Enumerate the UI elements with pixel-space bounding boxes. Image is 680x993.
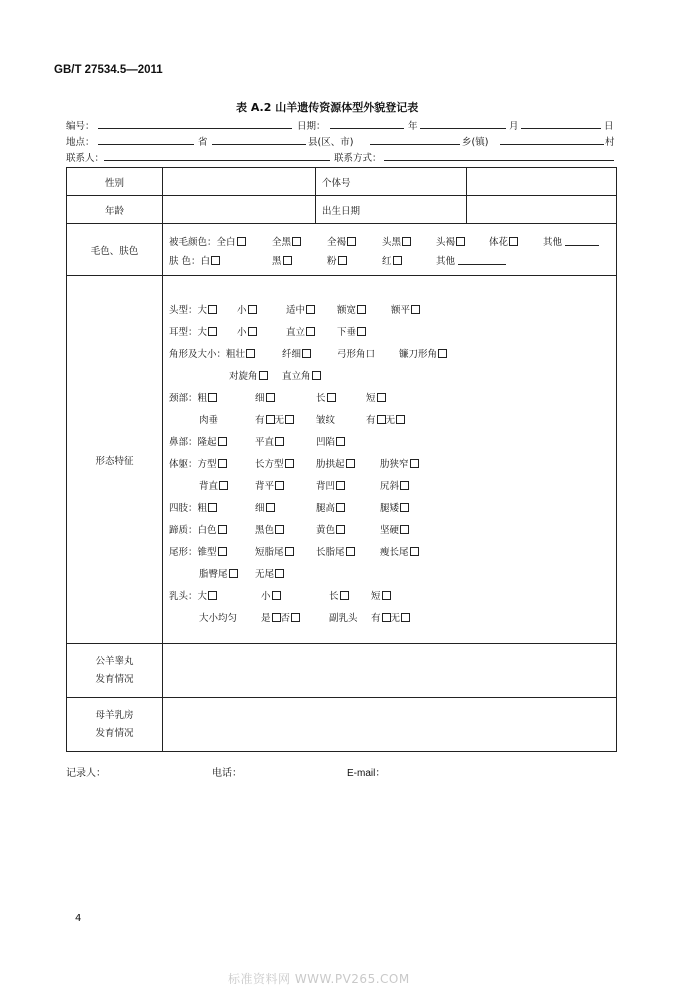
checkbox[interactable] bbox=[218, 437, 227, 446]
recorder-label: 记录人： bbox=[66, 768, 106, 779]
option-label: 白 bbox=[200, 255, 211, 267]
option-label: 有 bbox=[255, 414, 265, 426]
option-label: 四肢： bbox=[169, 502, 198, 514]
coat-skin-cell bbox=[163, 224, 617, 276]
checkbox[interactable] bbox=[396, 415, 405, 424]
checkbox[interactable] bbox=[218, 525, 227, 534]
option-label: 凹陷 bbox=[316, 436, 336, 448]
page-number: 4 bbox=[75, 913, 82, 924]
option-label: 肋狭窄 bbox=[380, 458, 409, 470]
ewe-udder-value[interactable] bbox=[163, 698, 617, 752]
table-title: 表 A.2 山羊遗传资源体型外貌登记表 bbox=[236, 101, 419, 114]
option-label: 短 bbox=[366, 392, 376, 404]
id-number-label: 个体号 bbox=[316, 168, 467, 196]
option-label: 坚硬 bbox=[380, 524, 400, 536]
option-label: 尻斜 bbox=[380, 480, 400, 492]
option-label: 尾形： bbox=[169, 546, 198, 558]
option-label: 粗 bbox=[197, 502, 208, 514]
village-field[interactable] bbox=[500, 144, 604, 145]
checkbox[interactable] bbox=[229, 569, 238, 578]
option-label: 头型： bbox=[169, 304, 198, 316]
checkbox[interactable] bbox=[400, 525, 409, 534]
sex-label: 性别 bbox=[67, 168, 163, 196]
checkbox[interactable] bbox=[400, 503, 409, 512]
year-label: 年 bbox=[408, 121, 418, 132]
day-label: 日 bbox=[604, 121, 614, 132]
checkbox[interactable] bbox=[336, 437, 345, 446]
option-label: 黑色 bbox=[255, 524, 275, 536]
contact-method-field[interactable] bbox=[384, 160, 614, 161]
date-label: 日期： bbox=[297, 121, 326, 132]
province-label: 省 bbox=[198, 137, 208, 148]
checkbox[interactable] bbox=[285, 459, 294, 468]
checkbox[interactable] bbox=[211, 256, 220, 265]
registration-table bbox=[66, 167, 617, 752]
coat-other-field[interactable] bbox=[565, 237, 599, 246]
option-label: 被毛颜色： bbox=[169, 236, 217, 248]
ram-testis-value[interactable] bbox=[163, 644, 617, 698]
checkbox[interactable] bbox=[346, 459, 355, 468]
option-label: 大小均匀 bbox=[199, 612, 238, 624]
option-label: 瘦长尾 bbox=[380, 546, 409, 558]
watermark: 标准资料网 WWW.PV265.COM bbox=[228, 972, 410, 986]
month-field[interactable] bbox=[420, 128, 506, 129]
checkbox[interactable] bbox=[357, 305, 366, 314]
option-label: 短 bbox=[371, 590, 381, 602]
contact-person-field[interactable] bbox=[104, 160, 330, 161]
checkbox[interactable] bbox=[338, 256, 347, 265]
option-label: 腿矮 bbox=[380, 502, 400, 514]
option-label: 无尾 bbox=[255, 568, 275, 580]
option-label: 大 bbox=[197, 326, 208, 338]
option-label: 无 bbox=[390, 612, 401, 624]
checkbox[interactable] bbox=[266, 503, 275, 512]
option-label: 母羊乳房 bbox=[95, 709, 134, 721]
option-label: 皱纹 bbox=[316, 414, 336, 426]
age-label: 年龄 bbox=[67, 196, 163, 224]
option-label: 无 bbox=[274, 414, 285, 426]
option-label: 小 bbox=[237, 304, 247, 316]
option-label: 适中 bbox=[286, 304, 306, 316]
option-label: 肋拱起 bbox=[316, 458, 345, 470]
option-label: 黑 bbox=[272, 255, 282, 267]
option-label: 颈部： bbox=[169, 392, 198, 404]
ram-testis-label bbox=[67, 644, 163, 698]
option-label: 全褐 bbox=[327, 236, 347, 248]
checkbox[interactable] bbox=[410, 547, 419, 556]
option-label: 对旋角 bbox=[229, 370, 258, 382]
option-label: 其他 bbox=[436, 255, 456, 267]
option-label: 弓形角口 bbox=[337, 348, 376, 360]
morphology-cell bbox=[163, 276, 617, 644]
option-label: 粗壮 bbox=[226, 348, 246, 360]
option-label: 是 bbox=[261, 612, 271, 624]
checkbox[interactable] bbox=[248, 305, 257, 314]
checkbox[interactable] bbox=[208, 305, 217, 314]
checkbox[interactable] bbox=[237, 237, 246, 246]
checkbox[interactable] bbox=[248, 327, 257, 336]
place-label: 地点： bbox=[66, 137, 95, 148]
option-label: 背直 bbox=[199, 480, 219, 492]
serial-label: 编号： bbox=[66, 121, 95, 132]
checkbox[interactable] bbox=[266, 415, 275, 424]
day-field[interactable] bbox=[521, 128, 601, 129]
option-label: 隆起 bbox=[197, 436, 217, 448]
option-label: 大 bbox=[197, 590, 208, 602]
standard-code: GB/T 27534.5—2011 bbox=[54, 64, 163, 76]
option-label: 大 bbox=[197, 304, 208, 316]
option-label: 头褐 bbox=[436, 236, 456, 248]
checkbox[interactable] bbox=[382, 613, 391, 622]
option-label: 肉垂 bbox=[199, 414, 219, 426]
checkbox[interactable] bbox=[283, 256, 292, 265]
checkbox[interactable] bbox=[208, 591, 217, 600]
skin-color-row bbox=[169, 253, 220, 267]
option-label: 体花 bbox=[489, 236, 509, 248]
option-label: 细 bbox=[255, 392, 265, 404]
option-label: 发育情况 bbox=[95, 727, 134, 739]
option-label: 角形及大小： bbox=[169, 348, 227, 360]
checkbox[interactable] bbox=[382, 591, 391, 600]
checkbox[interactable] bbox=[336, 503, 345, 512]
checkbox[interactable] bbox=[291, 613, 300, 622]
email-label: E-mail： bbox=[347, 768, 386, 779]
checkbox[interactable] bbox=[275, 437, 284, 446]
option-label: 长 bbox=[316, 392, 326, 404]
contact-person-label: 联系人： bbox=[66, 153, 105, 164]
checkbox[interactable] bbox=[285, 415, 294, 424]
sex-value[interactable] bbox=[163, 168, 316, 196]
serial-field[interactable] bbox=[98, 128, 292, 129]
contact-method-label: 联系方式： bbox=[334, 153, 382, 164]
coat-color-row bbox=[169, 234, 246, 248]
birth-date-label: 出生日期 bbox=[316, 196, 467, 224]
checkbox[interactable] bbox=[218, 459, 227, 468]
checkbox[interactable] bbox=[302, 349, 311, 358]
option-label: 背凹 bbox=[316, 480, 336, 492]
option-label: 发育情况 bbox=[95, 673, 134, 685]
option-label: 方型 bbox=[197, 458, 217, 470]
id-number-value[interactable] bbox=[467, 168, 617, 196]
checkbox[interactable] bbox=[292, 237, 301, 246]
option-label: 下垂 bbox=[337, 326, 357, 338]
option-label: 其他 bbox=[543, 236, 563, 248]
age-value[interactable] bbox=[163, 196, 316, 224]
skin-other-field[interactable] bbox=[458, 256, 506, 265]
option-label: 有 bbox=[366, 414, 376, 426]
ewe-udder-label bbox=[67, 698, 163, 752]
month-label: 月 bbox=[509, 121, 519, 132]
checkbox[interactable] bbox=[246, 349, 255, 358]
checkbox[interactable] bbox=[272, 613, 281, 622]
checkbox[interactable] bbox=[306, 327, 315, 336]
checkbox[interactable] bbox=[336, 481, 345, 490]
checkbox[interactable] bbox=[272, 591, 281, 600]
option-label: 直立角 bbox=[282, 370, 311, 382]
option-label: 额平 bbox=[391, 304, 411, 316]
checkbox[interactable] bbox=[275, 569, 284, 578]
checkbox[interactable] bbox=[357, 327, 366, 336]
checkbox[interactable] bbox=[377, 415, 386, 424]
option-label: 锥型 bbox=[197, 546, 217, 558]
checkbox[interactable] bbox=[438, 349, 447, 358]
option-label: 肤 色： bbox=[169, 255, 201, 267]
checkbox[interactable] bbox=[208, 503, 217, 512]
option-label: 脂臀尾 bbox=[199, 568, 228, 580]
county-label: 县(区、市) bbox=[308, 137, 354, 148]
option-label: 公羊睾丸 bbox=[95, 655, 134, 667]
checkbox[interactable] bbox=[401, 613, 410, 622]
checkbox[interactable] bbox=[208, 327, 217, 336]
township-label: 乡(镇) bbox=[462, 137, 489, 148]
village-label: 村 bbox=[605, 137, 615, 148]
checkbox[interactable] bbox=[400, 481, 409, 490]
checkbox[interactable] bbox=[410, 459, 419, 468]
option-label: 小 bbox=[237, 326, 247, 338]
checkbox[interactable] bbox=[208, 393, 217, 402]
option-label: 蹄质： bbox=[169, 524, 198, 536]
option-label: 细 bbox=[255, 502, 265, 514]
checkbox[interactable] bbox=[347, 237, 356, 246]
option-label: 鼻部： bbox=[169, 436, 198, 448]
option-label: 粉 bbox=[327, 255, 337, 267]
checkbox[interactable] bbox=[275, 481, 284, 490]
checkbox[interactable] bbox=[285, 547, 294, 556]
checkbox[interactable] bbox=[393, 256, 402, 265]
option-label: 头黑 bbox=[382, 236, 402, 248]
checkbox[interactable] bbox=[402, 237, 411, 246]
option-label: 平直 bbox=[255, 436, 275, 448]
option-label: 额宽 bbox=[337, 304, 357, 316]
option-label: 纤细 bbox=[282, 348, 302, 360]
option-label: 红 bbox=[382, 255, 392, 267]
option-label: 短脂尾 bbox=[255, 546, 284, 558]
option-label: 黄色 bbox=[316, 524, 336, 536]
phone-label: 电话： bbox=[212, 768, 242, 779]
option-label: 否 bbox=[280, 612, 291, 624]
option-label: 副乳头 bbox=[329, 612, 358, 624]
coat-skin-label: 毛色、肤色 bbox=[67, 224, 163, 276]
option-label: 长方型 bbox=[255, 458, 284, 470]
option-label: 耳型： bbox=[169, 326, 198, 338]
birth-date-value[interactable] bbox=[467, 196, 617, 224]
checkbox[interactable] bbox=[340, 591, 349, 600]
checkbox[interactable] bbox=[346, 547, 355, 556]
option-label: 无 bbox=[385, 414, 396, 426]
option-label: 镰刀形角 bbox=[399, 348, 438, 360]
checkbox[interactable] bbox=[266, 393, 275, 402]
option-label: 体躯： bbox=[169, 458, 198, 470]
checkbox[interactable] bbox=[377, 393, 386, 402]
option-label: 腿高 bbox=[316, 502, 336, 514]
checkbox[interactable] bbox=[456, 237, 465, 246]
option-label: 直立 bbox=[286, 326, 306, 338]
checkbox[interactable] bbox=[336, 525, 345, 534]
option-label: 全黑 bbox=[272, 236, 292, 248]
checkbox[interactable] bbox=[327, 393, 336, 402]
checkbox[interactable] bbox=[275, 525, 284, 534]
option-label: 小 bbox=[261, 590, 271, 602]
option-label: 有 bbox=[371, 612, 381, 624]
checkbox[interactable] bbox=[509, 237, 518, 246]
township-field[interactable] bbox=[370, 144, 460, 145]
province-field[interactable] bbox=[98, 144, 194, 145]
checkbox[interactable] bbox=[306, 305, 315, 314]
checkbox[interactable] bbox=[218, 547, 227, 556]
checkbox[interactable] bbox=[259, 371, 268, 380]
option-label: 白色 bbox=[197, 524, 217, 536]
option-label: 乳头： bbox=[169, 590, 198, 602]
option-label: 背平 bbox=[255, 480, 275, 492]
morphology-label: 形态特征 bbox=[67, 276, 163, 644]
checkbox[interactable] bbox=[312, 371, 321, 380]
year-field[interactable] bbox=[330, 128, 404, 129]
checkbox[interactable] bbox=[219, 481, 228, 490]
option-label: 全白 bbox=[216, 236, 236, 248]
option-label: 长 bbox=[329, 590, 339, 602]
option-label: 长脂尾 bbox=[316, 546, 345, 558]
option-label: 粗 bbox=[197, 392, 208, 404]
county-field[interactable] bbox=[212, 144, 306, 145]
checkbox[interactable] bbox=[411, 305, 420, 314]
